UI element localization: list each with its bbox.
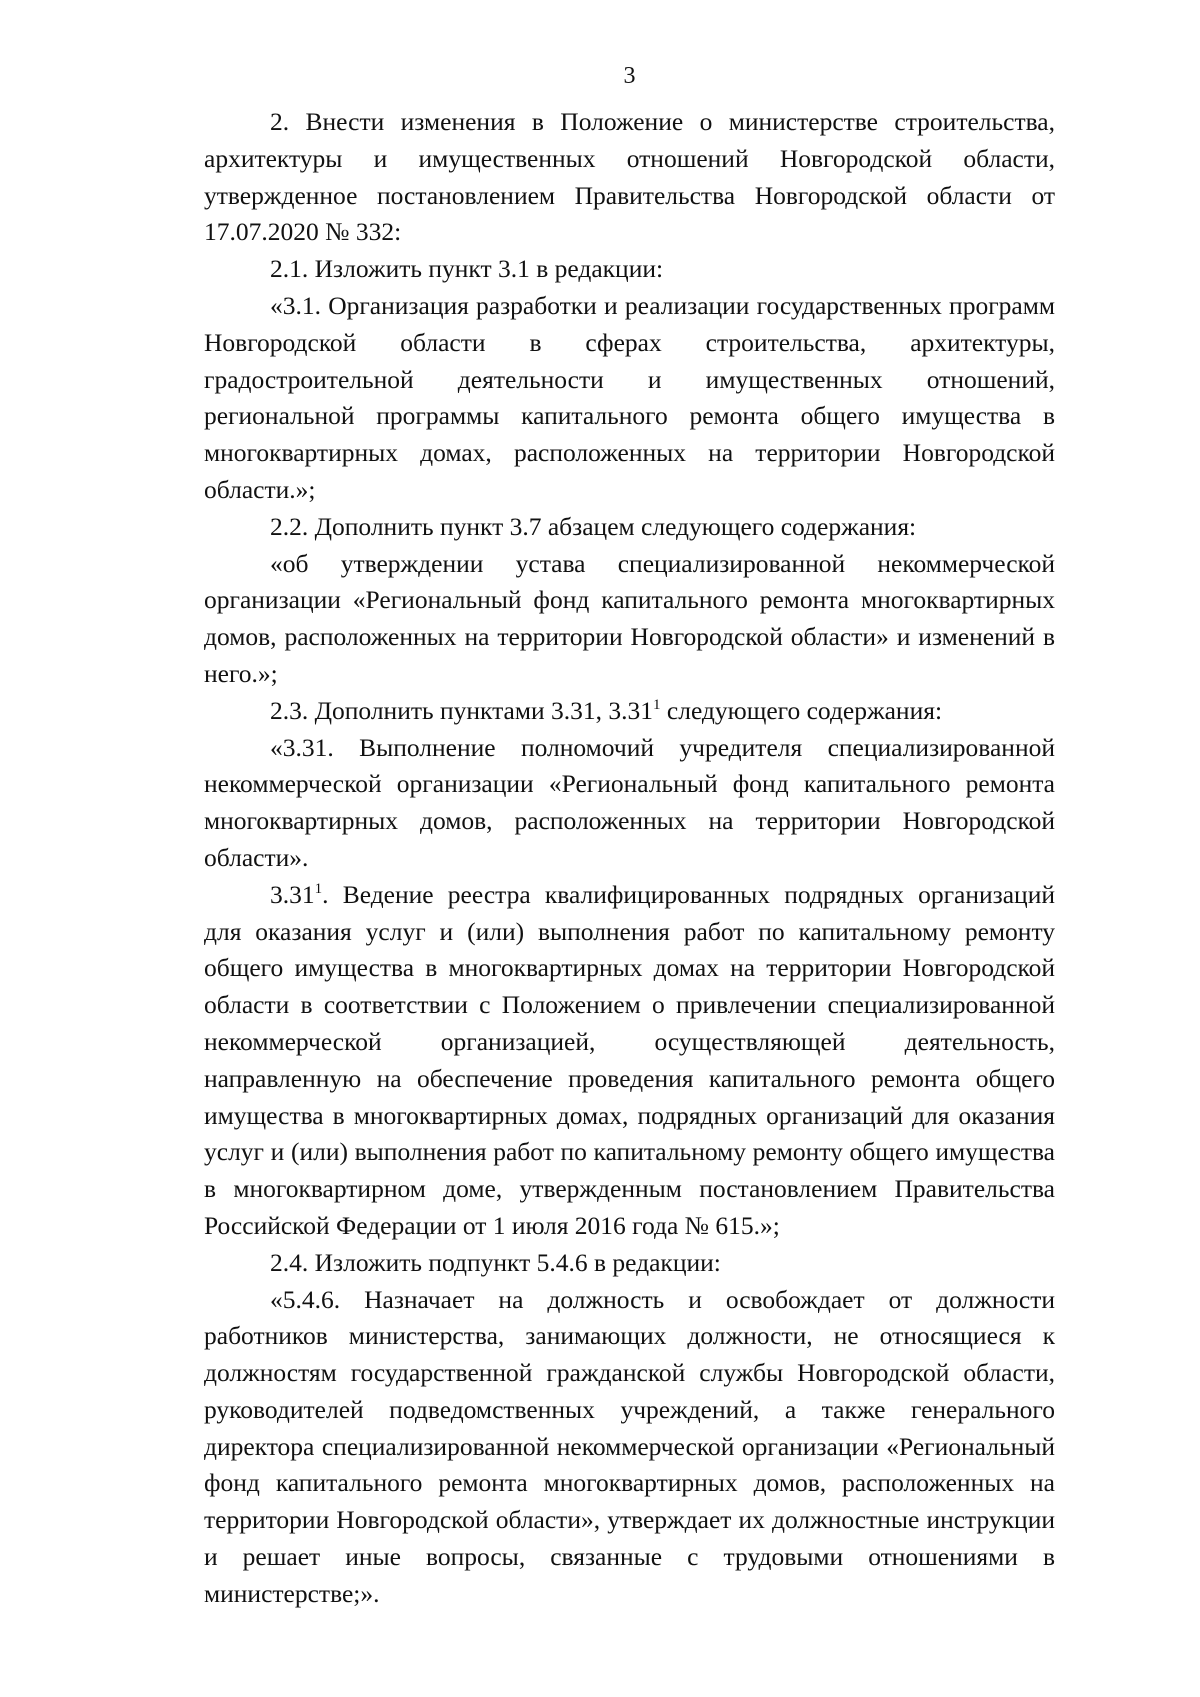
paragraph-2-1: 2.1. Изложить пункт 3.1 в редакции:	[270, 254, 664, 284]
superscript-marker: 1	[653, 696, 661, 713]
paragraph-3-31-1-text: . Ведение реестра квалифицированных подрядных организаций для оказания услуг и (или) выполнения работ по капитальному ремонту общего имущества в многоквартирных домах на территории Новгородской области в соответствии с Положением о привлечении специализированной некоммерческой организацией, осуществляющей деятельность, направленную на обеспечение проведения капитального ремонта общего имущества в многоквартирных домах, подрядных организаций для оказания услуг и (или) выполнения работ по капитальному ремонту общего имущества в многоквартирном доме, утвержденным постановлением Правительства Российской Федерации от 1 июля 2016 года № 615.»;	[204, 879, 1055, 1240]
paragraph-2-3	[204, 693, 1055, 730]
paragraph-5-4-6-quote: «5.4.6. Назначает на должность и освобождает от должности работников министерства, занимающих должности, не относящиеся к должностям государственной гражданской службы Новгородской области, руководителей подведомственных учреждений, а также генерального директора специализированной некоммерческой организации «Региональный фонд капитального ремонта многоквартирных домов, расположенных на территории Новгородской области», утверждает их должностные инструкции и решает иные вопросы, связанные с трудовыми отношениями в министерстве;».	[204, 1284, 1055, 1608]
paragraph-2-4: 2.4. Изложить подпункт 5.4.6 в редакции:	[270, 1247, 721, 1277]
superscript-marker: 1	[314, 880, 323, 897]
page-number: 3	[623, 63, 636, 89]
paragraph-2-3-text-before: 2.3. Дополнить пунктами 3.31, 3.31	[270, 695, 654, 725]
paragraph-3-31-1	[204, 877, 1055, 1245]
paragraph-2-amendment-intro: 2. Внести изменения в Положение о министерстве строительства, архитектуры и имущественных отношений Новгородской области, утвержденное постановлением Правительства Новгородской области от 17.07.2020 № 332:	[204, 107, 1055, 247]
paragraph-2-3-text-after: следующего содержания:	[660, 695, 943, 725]
paragraph-3-31-quote: «3.31. Выполнение полномочий учредителя специализированной некоммерческой организации «Региональный фонд капитального ремонта многоквартирных домов, расположенных на территории Новгородской области».	[204, 732, 1055, 872]
document-body	[204, 104, 1055, 1613]
paragraph-3-31-1-number: 3.31	[270, 879, 315, 909]
paragraph-3-1-quote: «3.1. Организация разработки и реализации государственных программ Новгородской области в сферах строительства, архитектуры, градостроительной деятельности и имущественных отношений, региональной программы капитального ремонта общего имущества в многоквартирных домах, расположенных на территории Новгородской области.»;	[204, 290, 1055, 504]
paragraph-2-2: 2.2. Дополнить пункт 3.7 абзацем следующего содержания:	[270, 511, 917, 541]
paragraph-3-7-quote: «об утверждении устава специализированной некоммерческой организации «Региональный фонд капитального ремонта многоквартирных домов, расположенных на территории Новгородской области» и изменений в него.»;	[204, 548, 1055, 688]
